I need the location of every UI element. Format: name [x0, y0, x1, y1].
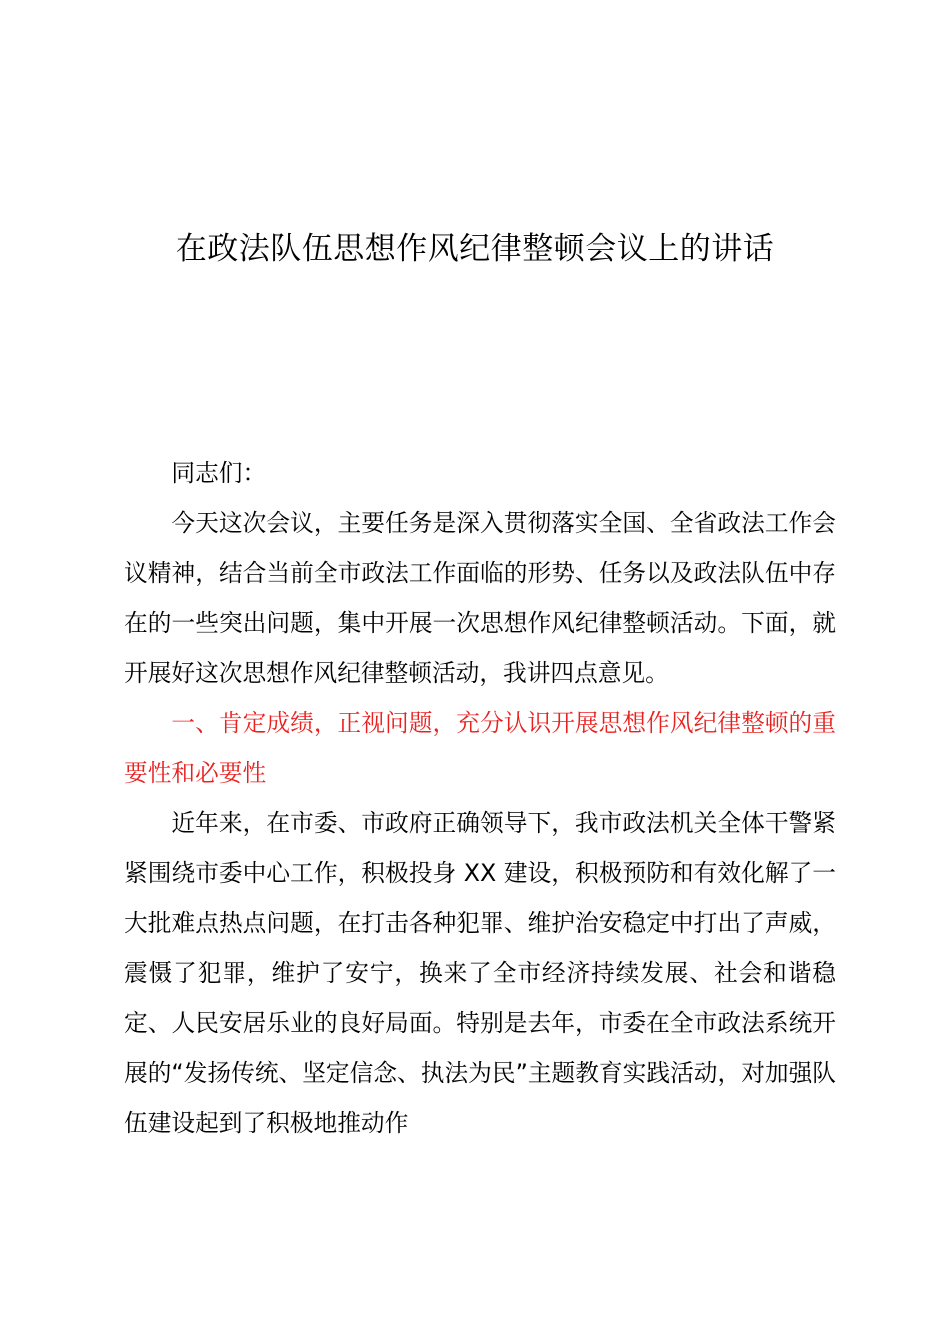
document-title: 在政法队伍思想作风纪律整顿会议上的讲话	[175, 231, 775, 267]
intro-paragraph: 今天这次会议，主要任务是深入贯彻落实全国、全省政法工作会议精神，结合当前全市政法工作面临的形势、任务以及政法队伍中存在的一些突出问题，集中开展一次思想作风纪律整顿活动。下面，就开展好这次思想作风纪律整顿活动，我讲四点意见。	[124, 509, 836, 687]
section-1-paragraph: 近年来，在市委、市政府正确领导下，我市政法机关全体干警紧紧围绕市委中心工作，积极投身 XX 建设，积极预防和有效化解了一大批难点热点问题，在打击各种犯罪、维护治安稳定中打出了声威，震慑了犯罪，维护了安宁，换来了全市经济持续发展、社会和谐稳定、人民安居乐业的良好局面。特别是去年，市委在全市政法系统开展的“发扬传统、坚定信念、执法为民”主题教育实践活动，对加强队伍建设起到了积极地推动作	[124, 809, 836, 1137]
salutation: 同志们：	[171, 459, 267, 487]
document-body	[124, 448, 836, 1148]
section-heading-1: 一、肯定成绩，正视问题，充分认识开展思想作风纪律整顿的重要性和必要性	[124, 709, 836, 787]
